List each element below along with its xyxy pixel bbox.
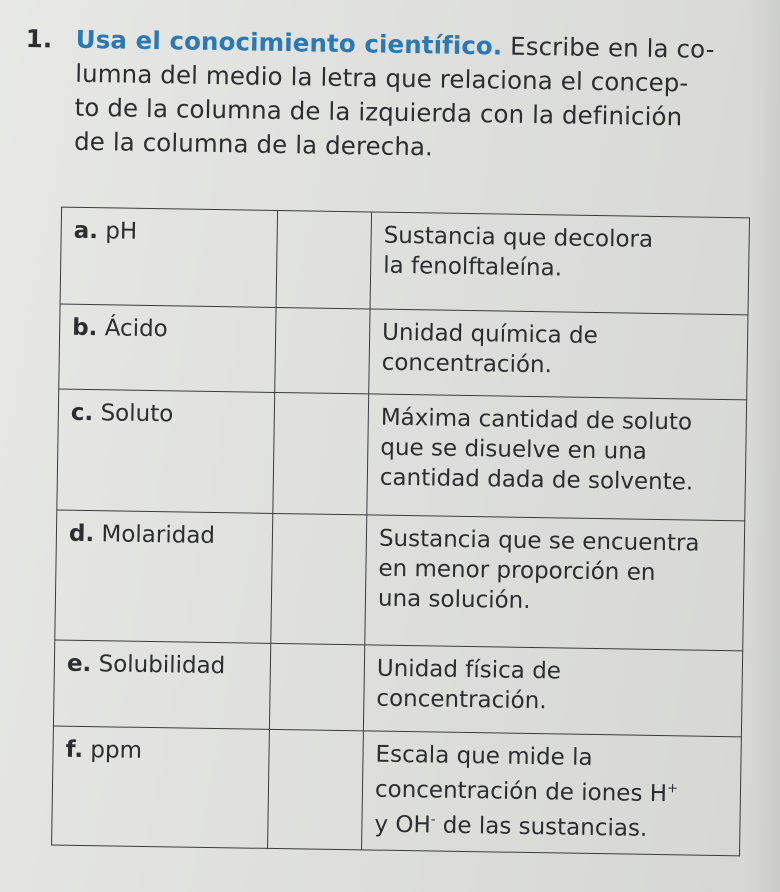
definition-line: Máxima cantidad de soluto xyxy=(380,404,693,436)
h-ion-charge: + xyxy=(666,781,679,797)
instruction-line-2: lumna del medio la letra que relaciona el concep- xyxy=(74,58,689,98)
concept-label: Ácido xyxy=(97,315,168,343)
concept-cell xyxy=(57,389,275,513)
concept-label: ppm xyxy=(82,736,143,764)
concept-label: pH xyxy=(97,218,138,245)
definition-text: y OH xyxy=(374,811,431,839)
row-letter: a. xyxy=(73,217,99,245)
concept-cell xyxy=(52,726,270,848)
definition-line: Unidad física de xyxy=(376,655,562,685)
answer-cell[interactable] xyxy=(271,513,367,644)
definition-line xyxy=(375,770,731,811)
definition-line: en menor proporción en xyxy=(378,555,656,586)
answer-cell[interactable] xyxy=(269,643,364,730)
exercise-number: 1. xyxy=(25,23,53,54)
row-letter: d. xyxy=(68,520,95,548)
instruction-line-4: de la columna de la derecha. xyxy=(73,126,434,162)
oh-ion-charge: - xyxy=(430,812,436,828)
table-row xyxy=(57,389,747,521)
concept-cell xyxy=(55,510,273,643)
definition-cell xyxy=(365,515,745,651)
instruction-text xyxy=(74,23,766,170)
definition-text: de las sustancias. xyxy=(435,812,648,842)
table-row xyxy=(52,726,742,856)
definition-line: que se disuelve en una xyxy=(380,434,648,465)
definition-line xyxy=(374,805,730,846)
row-letter: b. xyxy=(71,314,98,342)
definition-line: Escala que mide la xyxy=(375,741,593,771)
definition-cell xyxy=(367,394,747,521)
instruction-start: Escribe en la co- xyxy=(502,31,715,64)
definition-line: cantidad dada de solvente. xyxy=(379,464,694,496)
definition-cell xyxy=(363,645,742,737)
table-row xyxy=(59,304,748,400)
row-letter: e. xyxy=(66,650,92,678)
definition-line: una solución. xyxy=(377,585,531,614)
row-letter: f. xyxy=(65,736,84,763)
concept-cell xyxy=(53,640,270,729)
instruction-line-3: to de la columna de la izquierda con la definición xyxy=(74,92,683,132)
answer-cell[interactable] xyxy=(275,307,370,393)
answer-cell[interactable] xyxy=(273,392,369,514)
definition-cell xyxy=(362,731,742,856)
concept-cell xyxy=(60,207,277,307)
definition-cell xyxy=(370,212,749,315)
table-row xyxy=(53,640,742,737)
definition-cell xyxy=(369,309,748,400)
exercise-instruction xyxy=(24,22,766,170)
definition-line: la fenolftaleína. xyxy=(383,252,563,282)
row-letter: c. xyxy=(70,399,94,427)
matching-table xyxy=(51,207,750,857)
exercise-1 xyxy=(24,22,766,842)
answer-cell[interactable] xyxy=(268,729,364,849)
table-row xyxy=(55,510,745,651)
definition-line: concentración. xyxy=(381,349,553,379)
definition-line: Sustancia que decolora xyxy=(383,222,654,253)
exercise-title: Usa el conocimiento científico. xyxy=(75,24,503,61)
concept-cell xyxy=(59,304,276,392)
definition-line: Unidad química de xyxy=(381,319,598,350)
definition-line: Sustancia que se encuentra xyxy=(378,525,700,557)
concept-label: Soluto xyxy=(93,400,174,428)
definition-text: concentración de iones H xyxy=(374,776,668,808)
table-row xyxy=(60,207,749,315)
answer-cell[interactable] xyxy=(276,210,372,308)
concept-label: Solubilidad xyxy=(91,651,226,680)
definition-line: concentración. xyxy=(376,685,547,715)
concept-label: Molaridad xyxy=(93,521,216,550)
